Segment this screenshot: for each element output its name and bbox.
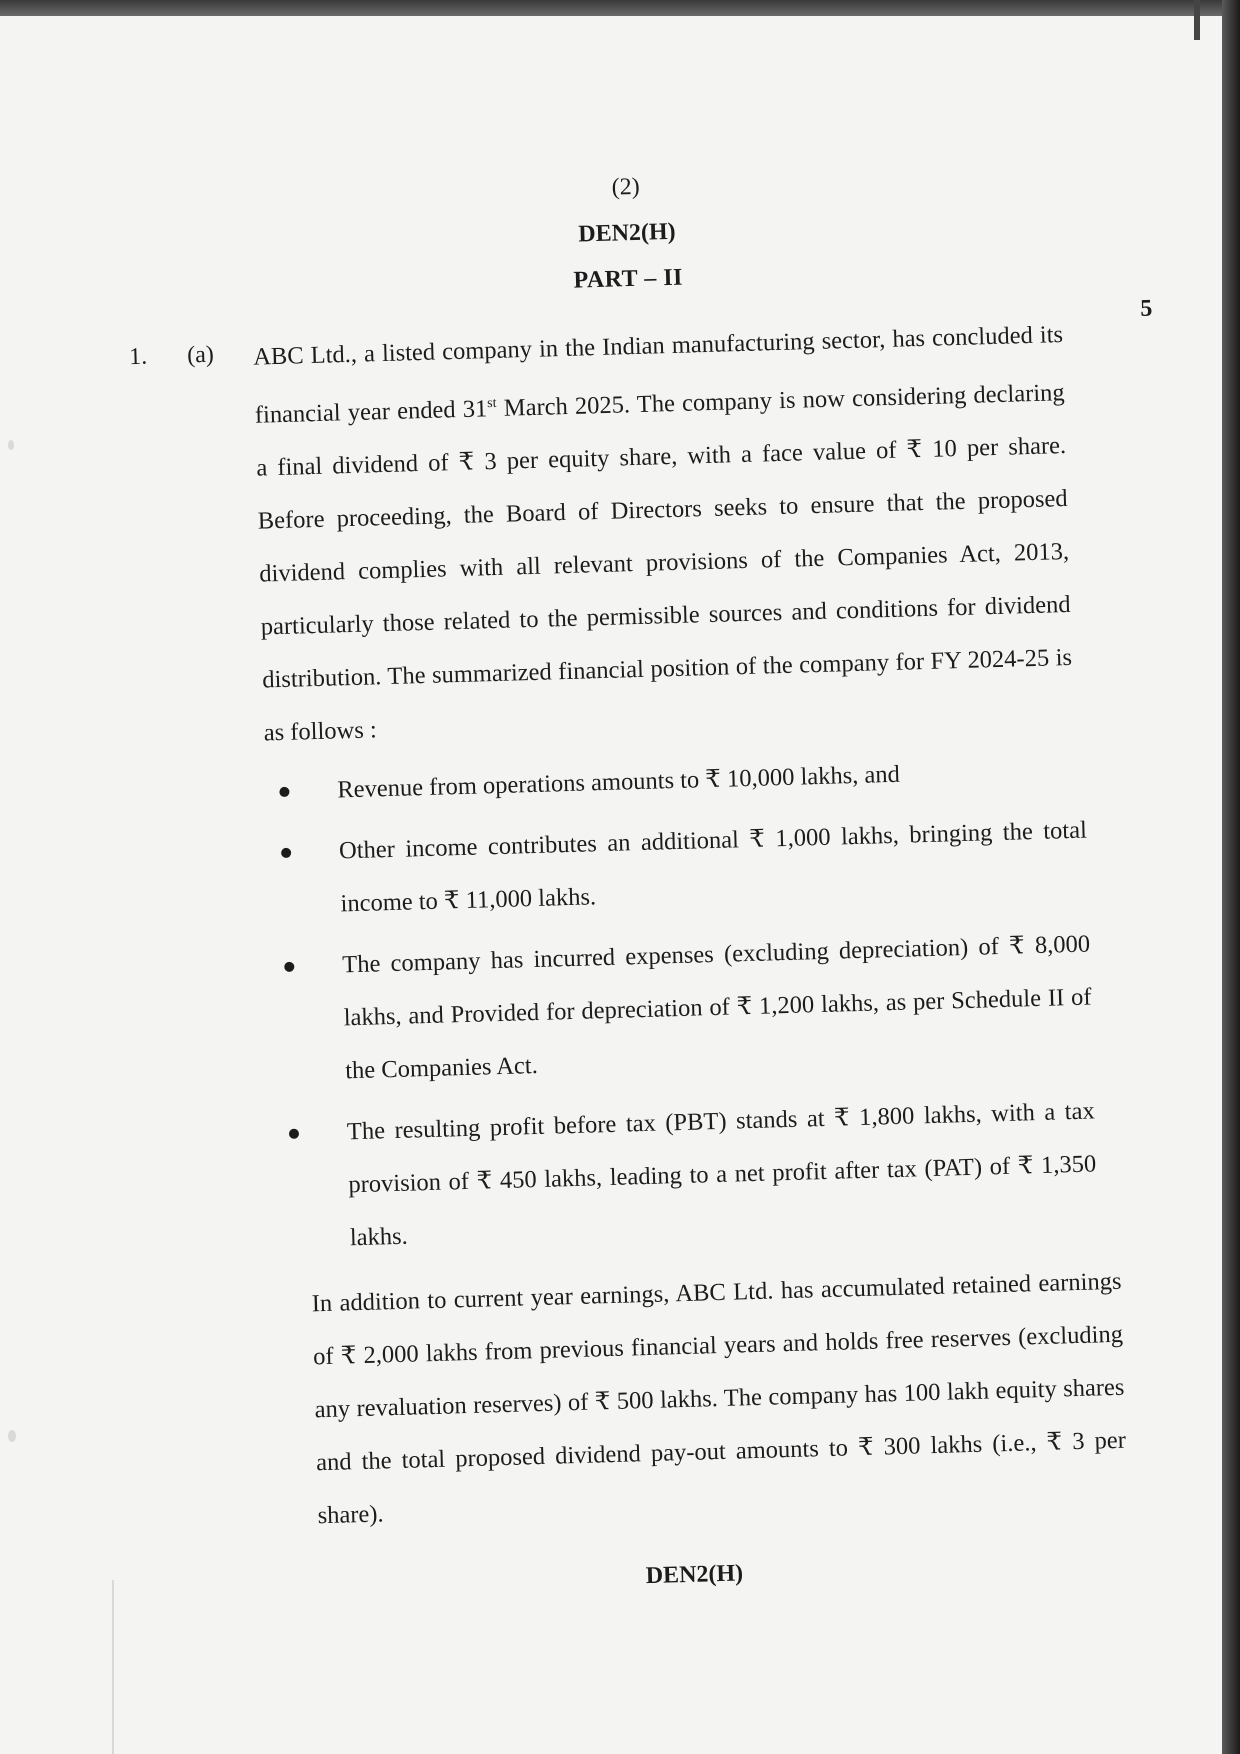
financial-position-list xyxy=(275,743,1099,1266)
question-intro-text-continued: March 2025. The company is now considering declaring a final dividend of ₹ 3 per equity share, with a face value of ₹ 10 per share. Before proceeding, the Board of Directors seeks to ensure that the proposed dividend complies with all relevant provisions of the Companies Act, 2013, particularly those related to the permissible sources and conditions for dividend distribution. The summarized financial position of the company for FY 2024-25 is as follows : xyxy=(255,379,1073,747)
bullet-icon xyxy=(284,962,294,972)
scan-speck xyxy=(8,440,14,450)
ordinal-suffix: st xyxy=(486,395,497,412)
list-item xyxy=(284,1085,1098,1267)
question-part-label: (a) xyxy=(186,341,215,369)
paper-code-header: DEN2(H) xyxy=(577,218,676,248)
scan-speck xyxy=(8,1430,16,1442)
list-item xyxy=(276,804,1089,933)
part-title: PART – II xyxy=(573,264,684,294)
scan-edge-right xyxy=(1222,0,1240,1754)
bullet-icon xyxy=(281,848,291,858)
question-intro-text: ABC Ltd., a listed company in the Indian manufacturing sector, has concluded its financial year ended 31 xyxy=(252,321,1064,429)
bullet-icon xyxy=(289,1129,299,1139)
scan-edge-mark xyxy=(1194,0,1200,40)
bullet-icon xyxy=(279,787,289,797)
scan-edge-top xyxy=(0,0,1240,16)
question-marks: 5 xyxy=(1139,295,1153,322)
document-content xyxy=(130,142,1160,1603)
question-intro xyxy=(253,308,1075,760)
page-number: (2) xyxy=(611,173,641,201)
list-item-text: The company has incurred expenses (excluding depreciation) of ₹ 8,000 lakhs, and Provided for depreciation of ₹ 1,200 lakhs, as per Schedule II of the Companies Act. xyxy=(341,930,1092,1085)
page-fold-line xyxy=(112,1580,114,1754)
question-1 xyxy=(128,295,1158,1546)
list-item-text: Other income contributes an additional ₹ 1,000 lakhs, bringing the total income to ₹ 11,000 lakhs. xyxy=(338,816,1088,918)
paper-code-footer: DEN2(H) xyxy=(645,1560,744,1590)
question-number: 1. xyxy=(128,343,148,371)
list-item-text: The resulting profit before tax (PBT) stands at ₹ 1,800 lakhs, with a tax provision of ₹ 450 lakhs, leading to a net profit after tax (PAT) of ₹ 1,350 lakhs. xyxy=(346,1097,1097,1252)
list-item xyxy=(280,918,1094,1100)
list-item-text: Revenue from operations amounts to ₹ 10,000 lakhs, and xyxy=(337,760,901,804)
closing-paragraph: In addition to current year earnings, ABC Ltd. has accumulated retained earnings of ₹ 2,000 lakhs from previous financial years and holds free reserves (excluding any revaluation reserves) of ₹ 500 lakhs. The company has 100 lakh equity shares and the total proposed dividend pay-out amounts to ₹ 300 lakhs (i.e., ₹ 3 per share). xyxy=(311,1267,1127,1530)
